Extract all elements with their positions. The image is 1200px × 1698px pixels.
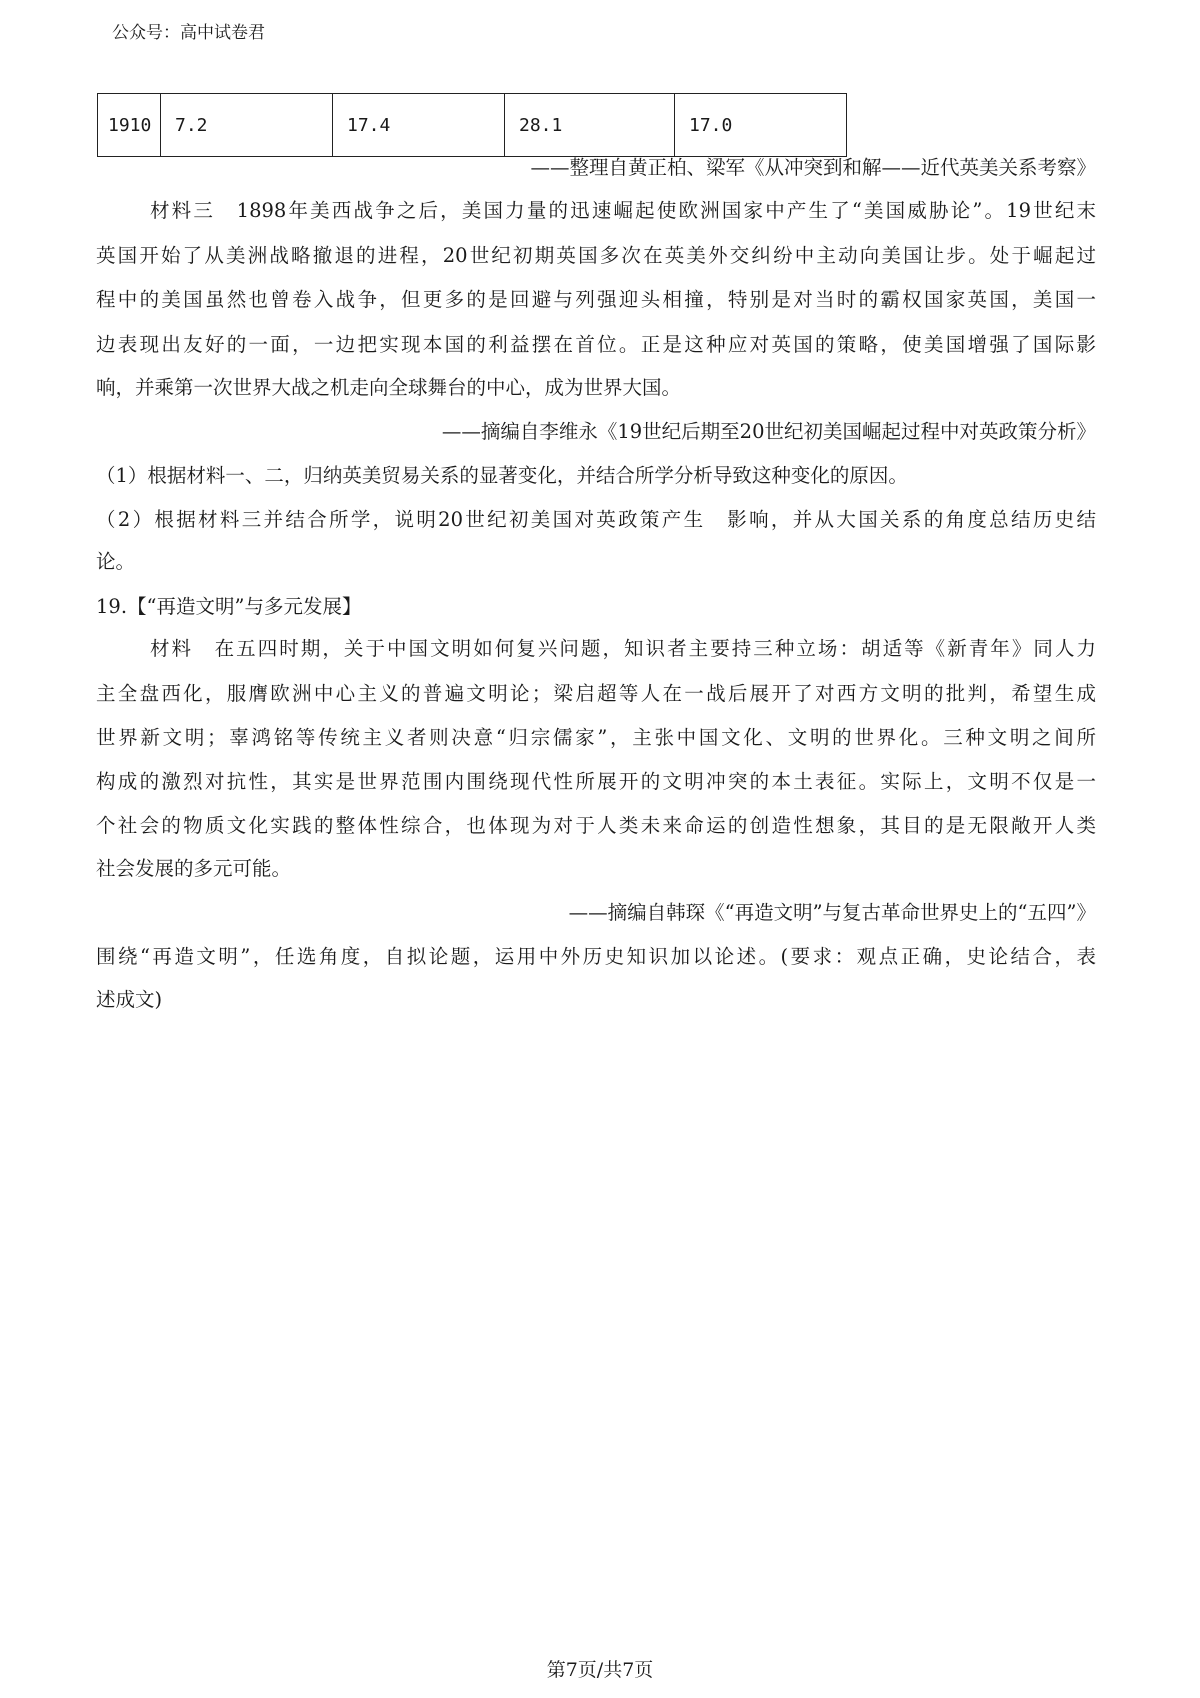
- table-row: [98, 94, 847, 157]
- material3-line: 响，并乘第一次世界大战之机走向全球舞台的中心，成为世界大国。: [96, 376, 682, 399]
- q19-material-line: 个社会的物质文化实践的整体性综合，也体现为对于人类未来命运的创造性想象，其目的是无限敞开人类: [96, 814, 1096, 837]
- source-citation-1: ——整理自黄正柏、梁军《从冲突到和解——近代英美关系考察》: [530, 156, 1096, 179]
- material3-line: 程中的美国虽然也曾卷入战争，但更多的是回避与列强迎头相撞，特别是对当时的霸权国家英国，美国一: [96, 288, 1096, 311]
- header-note: 公众号：高中试卷君: [112, 23, 265, 43]
- question-2-continued: 论。: [96, 550, 136, 573]
- material3-line: 英国开始了从美洲战略撤退的进程，20世纪初期英国多次在英美外交纠纷中主动向美国让步。处于崛起过: [96, 244, 1096, 267]
- material3-line: 材料三 1898年美西战争之后，美国力量的迅速崛起使欧洲国家中产生了“美国威胁论”。19世纪末: [150, 199, 1096, 222]
- q19-material-line: 构成的激烈对抗性，其实是世界范围内围绕现代性所展开的文明冲突的本土表征。实际上，文明不仅是一: [96, 770, 1096, 793]
- q19-material-line: 社会发展的多元可能。: [96, 857, 292, 880]
- question-1: （1）根据材料一、二，归纳英美贸易关系的显著变化，并结合所学分析导致这种变化的原因。: [96, 464, 908, 487]
- page-number: 第7页/共7页: [546, 1659, 654, 1681]
- data-table: [97, 93, 847, 157]
- q19-material-line: 材料 在五四时期，关于中国文明如何复兴问题，知识者主要持三种立场：胡适等《新青年》同人力: [150, 637, 1096, 660]
- q19-material-line: 主全盘西化，服膺欧洲中心主义的普遍文明论；梁启超等人在一战后展开了对西方文明的批判，希望生成: [96, 682, 1096, 705]
- source-citation-3: ——摘编自韩琛《“再造文明”与复古革命世界史上的“五四”》: [568, 901, 1096, 924]
- table-cell: 7.2: [161, 94, 333, 157]
- material3-line: 边表现出友好的一面，一边把实现本国的利益摆在首位。正是这种应对英国的策略，使美国增强了国际影: [96, 333, 1096, 356]
- q19-task-continued: 述成文): [96, 988, 163, 1011]
- q19-title: 19.【“再造文明”与多元发展】: [96, 595, 362, 618]
- table-cell: 17.0: [675, 94, 847, 157]
- q19-task: 围绕“再造文明”，任选角度，自拟论题，运用中外历史知识加以论述。(要求：观点正确，史论结合，表: [96, 945, 1096, 968]
- table-cell: 28.1: [505, 94, 675, 157]
- source-citation-2: ——摘编自李维永《19世纪后期至20世纪初美国崛起过程中对英政策分析》: [441, 420, 1096, 443]
- question-2: （2）根据材料三并结合所学，说明20世纪初美国对英政策产生 影响，并从大国关系的角度总结历史结: [96, 508, 1096, 531]
- q19-material-line: 世界新文明；辜鸿铭等传统主义者则决意“归宗儒家”，主张中国文化、文明的世界化。三种文明之间所: [96, 726, 1096, 749]
- table-cell: 17.4: [333, 94, 505, 157]
- table-cell: 1910: [98, 94, 161, 157]
